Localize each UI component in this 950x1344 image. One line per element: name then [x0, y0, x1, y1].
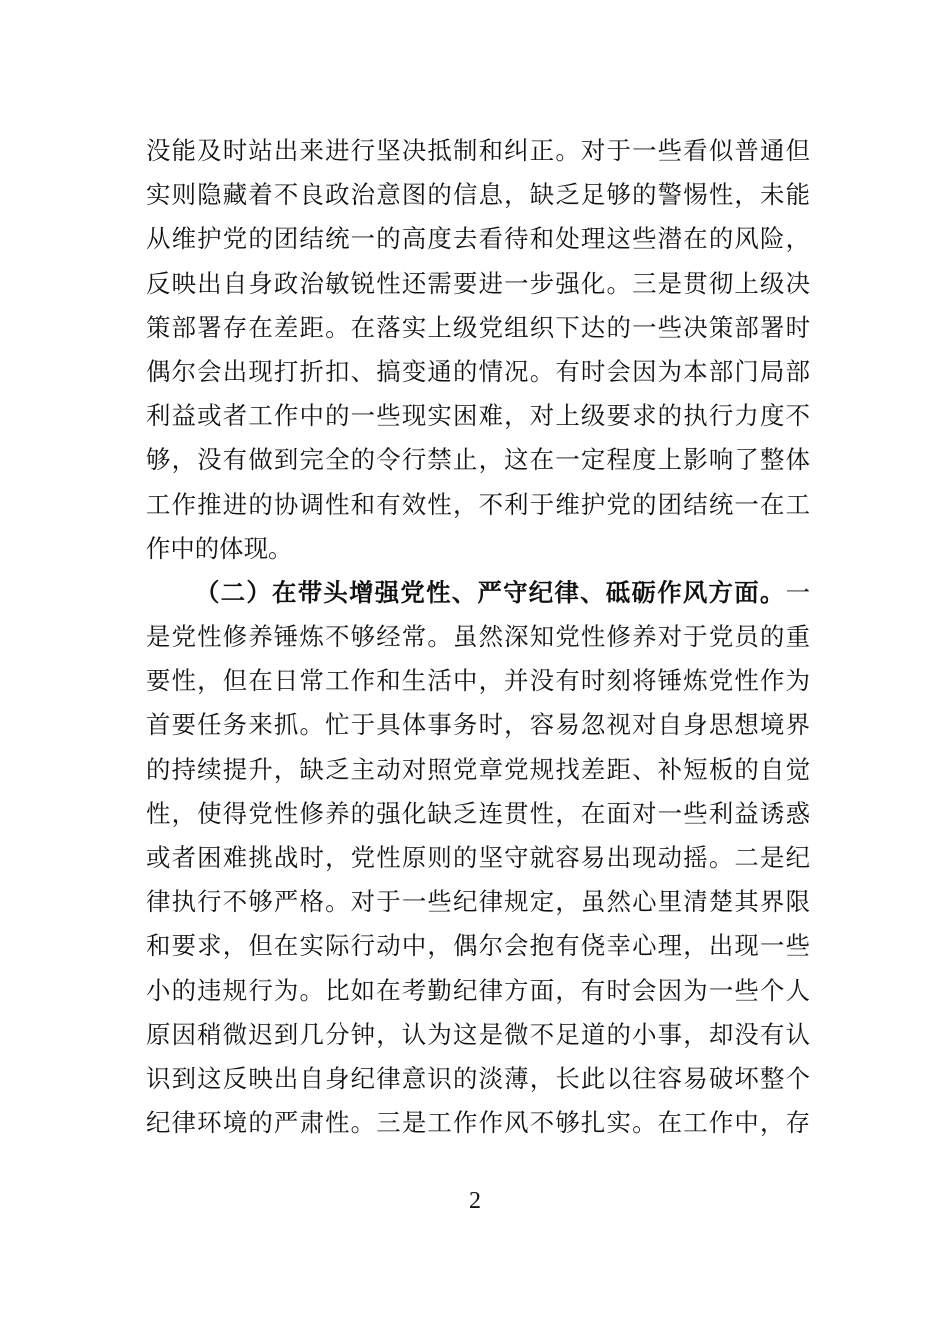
page-number: 2 — [469, 1188, 481, 1214]
text-line: 利益或者工作中的一些现实困难，对上级要求的执行力度不 — [146, 401, 810, 431]
text-line: 律执行不够严格。对于一些纪律规定，虽然心里清楚其界限 — [146, 887, 810, 917]
text-line: 性，使得党性修养的强化缺乏连贯性，在面对一些利益诱惑 — [146, 798, 810, 828]
text-line: 纪律环境的严肃性。三是工作作风不够扎实。在工作中，存 — [146, 1108, 810, 1138]
text-line: 实则隐藏着不良政治意图的信息，缺乏足够的警惕性，未能 — [146, 180, 810, 210]
section-heading-line — [146, 571, 810, 615]
text-line: 小的违规行为。比如在考勤纪律方面，有时会因为一些个人 — [146, 975, 810, 1005]
text-line: 原因稍微迟到几分钟，认为这是微不足道的小事，却没有认 — [146, 1019, 810, 1049]
text-line: 是党性修养锤炼不够经常。虽然深知党性修养对于党员的重 — [146, 622, 810, 652]
text-line: 工作推进的协调性和有效性，不利于维护党的团结统一在工 — [146, 489, 810, 519]
text-line: 和要求，但在实际行动中，偶尔会抱有侥幸心理，出现一些 — [146, 931, 810, 961]
text-line: 没能及时站出来进行坚决抵制和纠正。对于一些看似普通但 — [146, 136, 810, 165]
text-line: 策部署存在差距。在落实上级党组织下达的一些决策部署时 — [146, 312, 810, 342]
body-text — [146, 129, 810, 1145]
section-heading: （二）在带头增强党性、严守纪律、砥砺作风方面。 — [195, 577, 786, 607]
text-line: 反映出自身政治敏锐性还需要进一步强化。三是贯彻上级决 — [146, 268, 810, 298]
text-line: 或者困难挑战时，党性原则的坚守就容易出现动摇。二是纪 — [146, 843, 810, 872]
text-line: 识到这反映出自身纪律意识的淡薄，长此以往容易破坏整个 — [146, 1063, 810, 1093]
text-line: 要性，但在日常工作和生活中，并没有时刻将锤炼党性作为 — [146, 666, 810, 696]
text-line: 首要任务来抓。忙于具体事务时，容易忽视对自身思想境界 — [146, 710, 810, 740]
text-line: 作中的体现。 — [146, 533, 293, 563]
text-line: 从维护党的团结统一的高度去看待和处理这些潜在的风险， — [146, 224, 810, 254]
section-heading-rest: 一 — [785, 577, 810, 607]
text-line: 偶尔会出现打折扣、搞变通的情况。有时会因为本部门局部 — [146, 356, 810, 386]
text-line: 的持续提升，缺乏主动对照党章党规找差距、补短板的自觉 — [146, 754, 810, 784]
text-line: 够，没有做到完全的令行禁止，这在一定程度上影响了整体 — [146, 445, 810, 475]
